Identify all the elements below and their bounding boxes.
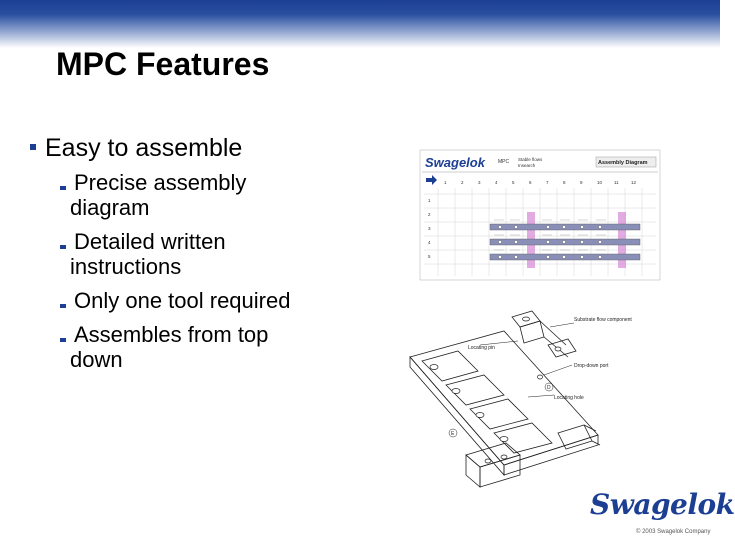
- svg-text:1: 1: [444, 180, 447, 185]
- svg-text:4: 4: [495, 180, 498, 185]
- sub-bullet-item: [60, 170, 330, 220]
- label-locating-pin: Locating pin: [468, 345, 495, 351]
- sub-bullet-line: Only one tool required: [74, 288, 291, 313]
- copyright-text: © 2003 Swagelok Company: [636, 529, 711, 535]
- dash-bullet-icon: [60, 338, 66, 342]
- svg-text:7: 7: [546, 180, 549, 185]
- sub-bullet-line: Precise assembly: [74, 170, 247, 195]
- svg-text:6: 6: [529, 180, 532, 185]
- dash-bullet-icon: [60, 245, 66, 249]
- diagram-mpc-label: MPC: [498, 159, 510, 165]
- dash-bullet-icon: [60, 304, 66, 308]
- main-bullet: [30, 134, 242, 163]
- diagram-logo: Swagelok: [425, 155, 485, 170]
- diagram-header-text: Insearch: [518, 163, 536, 168]
- header-gradient-bar: [0, 0, 720, 48]
- svg-text:2: 2: [428, 212, 431, 217]
- svg-text:5: 5: [512, 180, 515, 185]
- svg-text:3: 3: [428, 226, 431, 231]
- main-bullet-text: Easy to assemble: [45, 134, 243, 162]
- svg-text:11: 11: [614, 180, 619, 185]
- svg-text:5: 5: [428, 254, 431, 259]
- sub-bullet-line: instructions: [70, 254, 182, 279]
- label-substrate: Substrate flow component: [574, 317, 632, 323]
- svg-text:8: 8: [563, 180, 566, 185]
- assembly-diagram-image: [420, 150, 660, 280]
- callout-a: D: [547, 385, 551, 391]
- sub-bullet-line: diagram: [70, 195, 150, 220]
- svg-text:4: 4: [428, 240, 431, 245]
- svg-text:2: 2: [461, 180, 464, 185]
- square-bullet-icon: [30, 144, 36, 150]
- svg-text:3: 3: [478, 180, 481, 185]
- dash-bullet-icon: [60, 186, 66, 190]
- sub-bullet-line: Assembles from top: [74, 322, 269, 347]
- svg-text:12: 12: [631, 180, 637, 185]
- label-locating-hole: Locating hole: [554, 395, 584, 401]
- callout-b: E: [451, 431, 455, 437]
- sub-bullet-item: [60, 288, 330, 313]
- sub-bullet-item: [60, 229, 330, 279]
- sub-bullet-line: Detailed written: [74, 229, 226, 254]
- diagram-header-text: Stable flows: [518, 157, 543, 162]
- label-drop-down-port: Drop-down port: [574, 363, 609, 369]
- svg-text:10: 10: [597, 180, 603, 185]
- svg-text:9: 9: [580, 180, 583, 185]
- sub-bullet-item: [60, 322, 330, 372]
- sub-bullet-line: down: [70, 347, 123, 372]
- slide-title: MPC Features: [56, 46, 270, 82]
- sub-bullet-list: [60, 170, 330, 381]
- swagelok-logo: Swagelok: [590, 488, 735, 521]
- assembly-drawing-image: [408, 305, 632, 505]
- diagram-assembly-label: Assembly Diagram: [598, 160, 648, 166]
- svg-text:1: 1: [428, 198, 431, 203]
